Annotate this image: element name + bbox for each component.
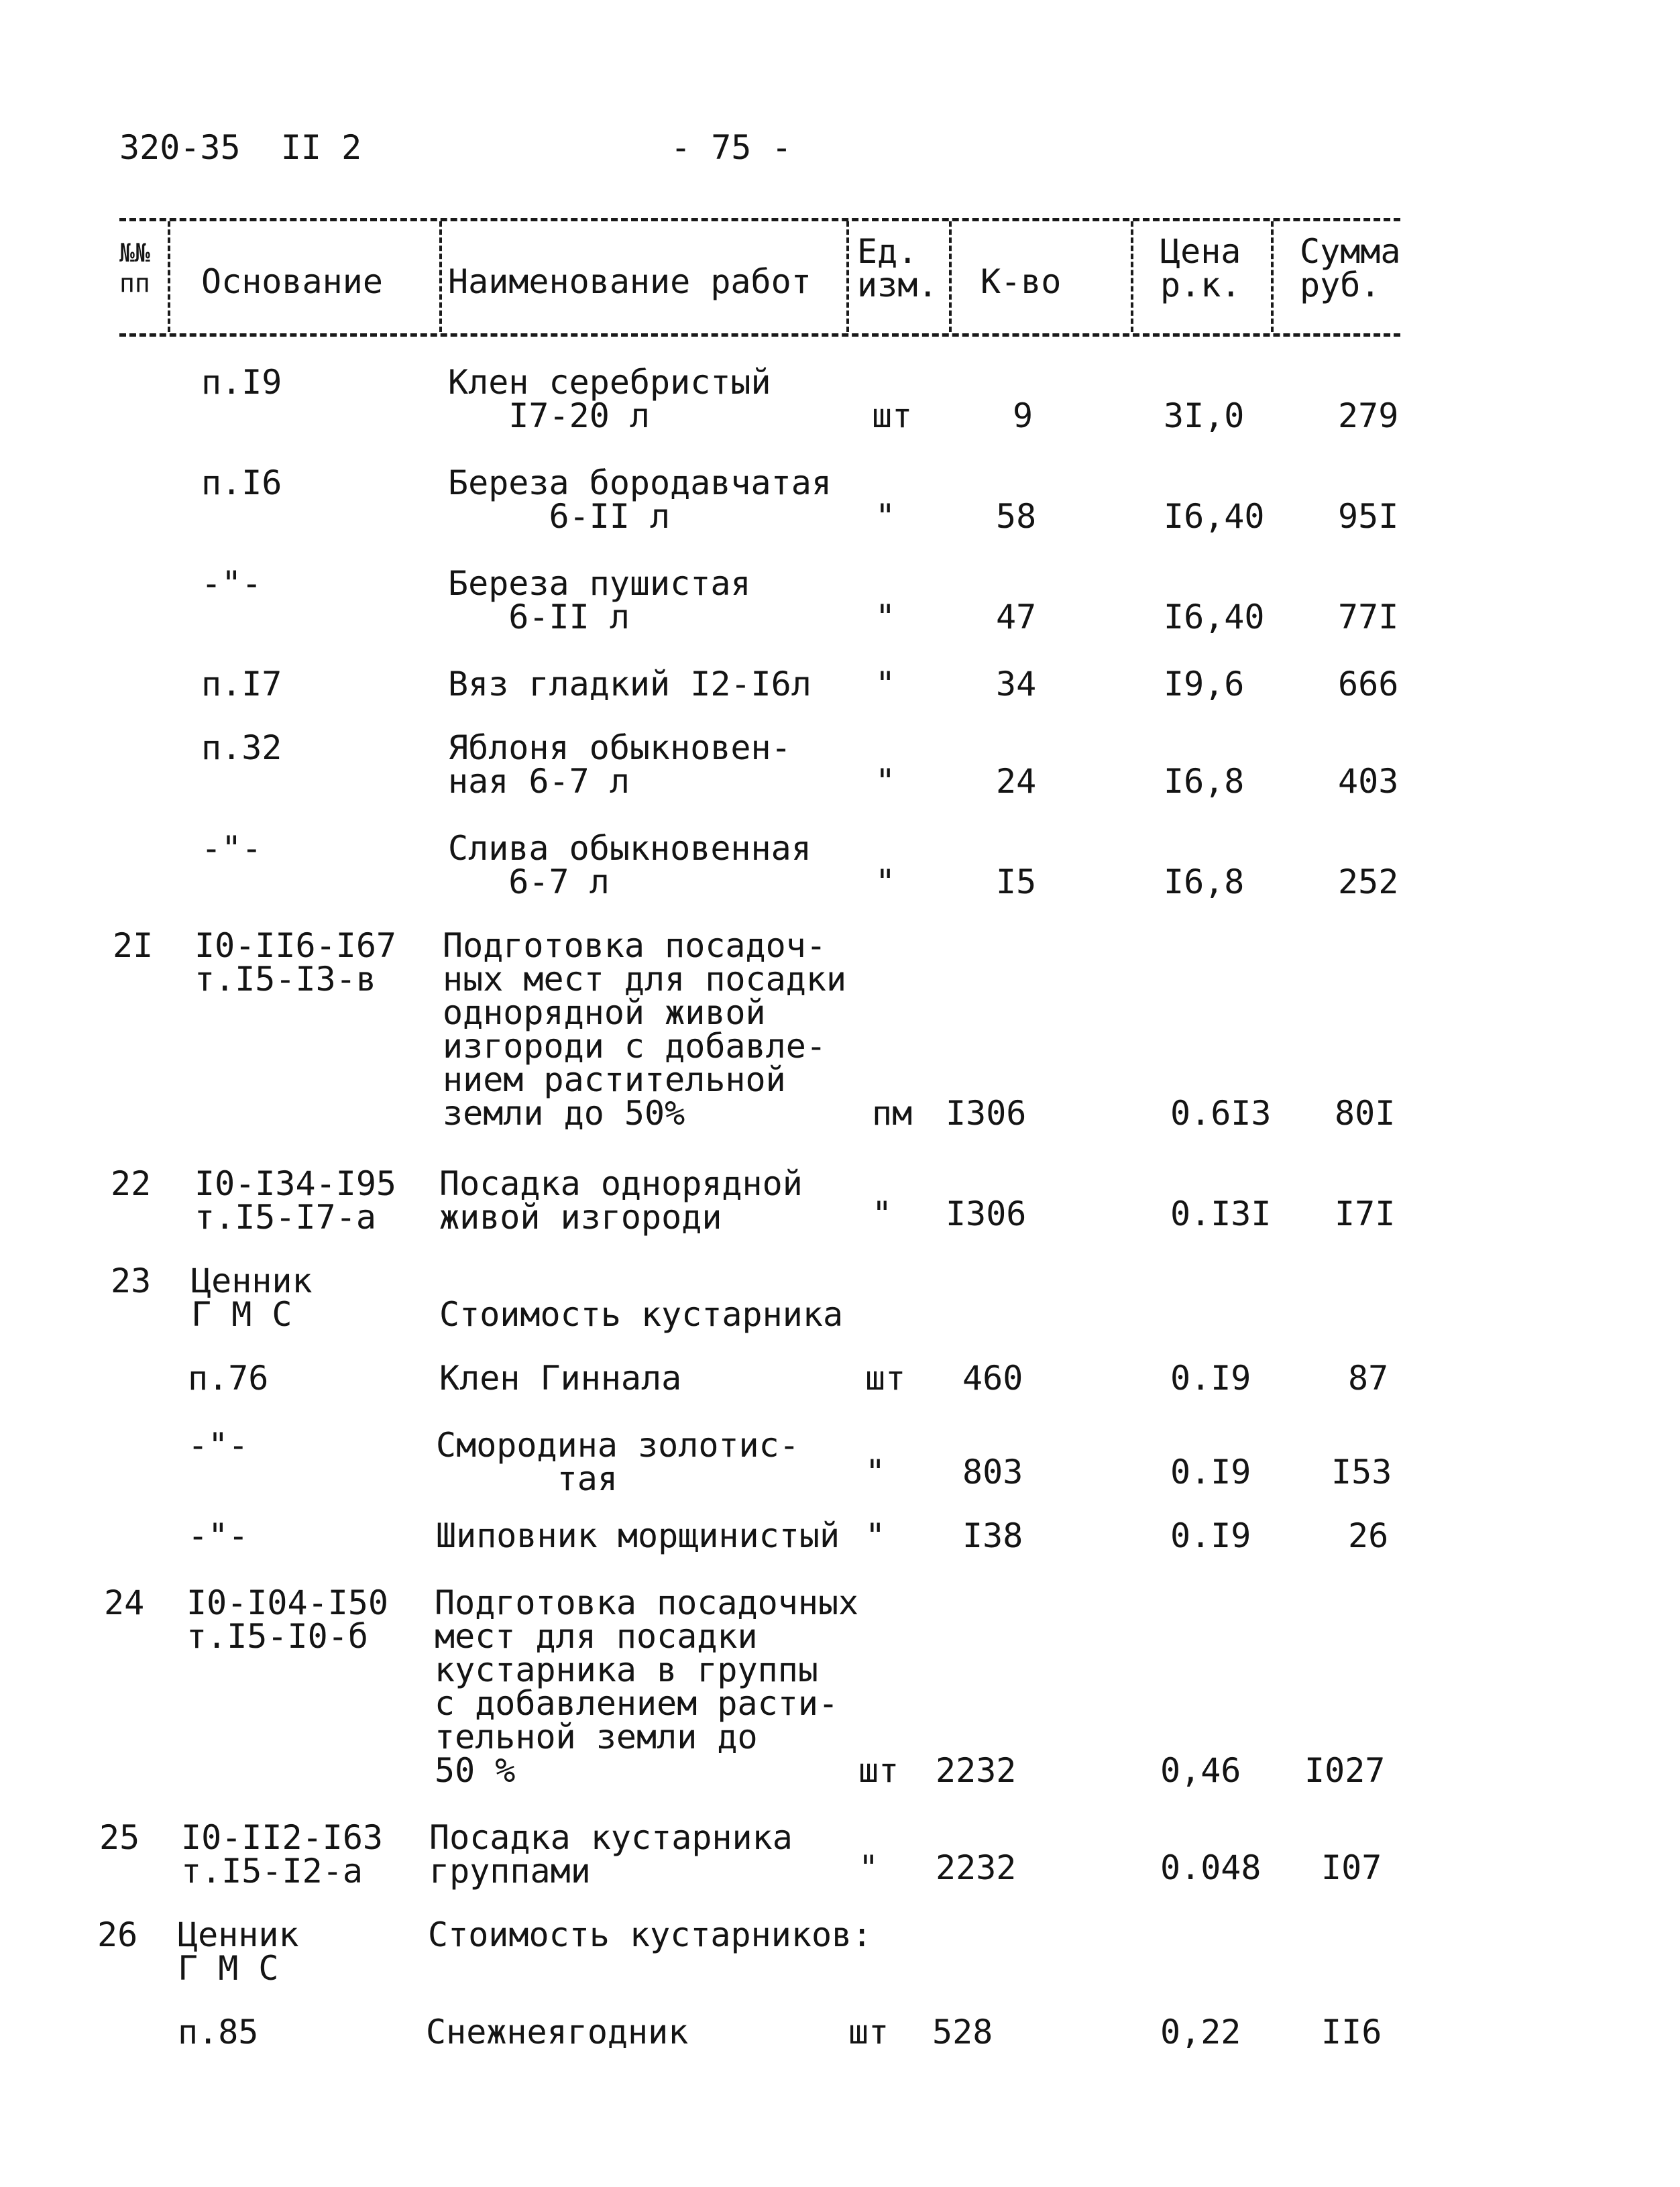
row-unit: " [875, 762, 896, 801]
row-sum: 252 [1338, 862, 1399, 901]
row-qty: 2232 [936, 1751, 1017, 1790]
document-code: 320-35 II 2 [119, 128, 362, 167]
row-price: I6,40 [1164, 497, 1265, 536]
row-sum: II6 [1321, 2013, 1382, 2052]
row-unit: шт [858, 1751, 899, 1790]
row-sum: 26 [1348, 1516, 1389, 1555]
row-qty: 24 [996, 762, 1037, 801]
row-qty: 803 [962, 1453, 1023, 1492]
row-basis: Ценник Г М С [178, 1915, 299, 1988]
row-basis: Ценник Г М С [191, 1261, 313, 1334]
row-sum: 87 [1348, 1359, 1389, 1398]
row-unit: шт [865, 1359, 906, 1398]
row-price: 0.I9 [1170, 1516, 1251, 1555]
row-name: Стоимость кустарников: [428, 1915, 873, 1954]
row-basis: п.I7 [201, 665, 282, 704]
row-name: Яблоня обыкновен- ная 6-7 л [448, 728, 791, 801]
row-name: Посадка кустарника группами [429, 1818, 793, 1891]
row-basis: п.76 [188, 1359, 269, 1398]
row-num: 25 [99, 1818, 140, 1857]
row-basis: п.32 [201, 728, 282, 767]
row-sum: 77I [1338, 598, 1399, 636]
row-sum: I7I [1335, 1194, 1396, 1233]
row-basis: п.I6 [201, 463, 282, 502]
row-sum: 95I [1338, 497, 1399, 536]
header-sum: Сумма руб. [1300, 232, 1401, 304]
row-name: Подготовка посадоч- ных мест для посадки однорядной живой изгороди с добавле- нием растительной земли до 50% [443, 926, 847, 1133]
row-qty: I306 [946, 1094, 1027, 1133]
row-basis: -"- [201, 564, 262, 603]
row-price: I6,8 [1164, 762, 1245, 801]
row-qty: I306 [946, 1194, 1027, 1233]
row-price: I6,8 [1164, 862, 1245, 901]
row-unit: " [865, 1516, 886, 1555]
row-basis: I0-I04-I50 т.I5-I0-б [186, 1583, 389, 1656]
row-price: 0,46 [1160, 1751, 1241, 1790]
row-price: 3I,0 [1164, 396, 1245, 435]
row-unit: пм [872, 1094, 913, 1133]
column-divider [1131, 221, 1133, 332]
row-basis: -"- [188, 1426, 249, 1465]
row-basis: п.85 [178, 2013, 259, 2052]
row-qty: 58 [996, 497, 1037, 536]
row-basis: -"- [188, 1516, 249, 1555]
row-name: Шиповник морщинистый [436, 1516, 840, 1555]
row-sum: I53 [1331, 1453, 1392, 1492]
row-qty: 34 [996, 665, 1037, 704]
row-num: 22 [111, 1164, 152, 1203]
row-qty: 2232 [936, 1848, 1017, 1887]
row-sum: I027 [1304, 1751, 1386, 1790]
row-basis: -"- [201, 829, 262, 868]
column-divider [1271, 221, 1274, 332]
row-sum: I07 [1321, 1848, 1382, 1887]
row-name: Клен серебристый I7-20 л [448, 363, 771, 435]
header-name: Наименование работ [448, 262, 811, 301]
column-divider [439, 221, 442, 332]
header-num: №№ пп [119, 238, 150, 298]
row-name: Подготовка посадочных мест для посадки кустарника в группы с добавлением расти- тельной земли до 50 % [435, 1583, 859, 1790]
header-basis: Основание [201, 262, 383, 301]
page-number: - 75 - [671, 128, 792, 167]
row-price: I9,6 [1164, 665, 1245, 704]
row-price: 0.I3I [1170, 1194, 1272, 1233]
row-unit: " [875, 862, 896, 901]
row-num: 26 [97, 1915, 138, 1954]
row-name: Посадка однорядной живой изгороди [439, 1164, 803, 1237]
row-name: Стоимость кустарника [439, 1295, 844, 1334]
row-qty: I5 [996, 862, 1037, 901]
row-unit: " [875, 497, 896, 536]
row-qty: 9 [1013, 396, 1033, 435]
row-unit: " [858, 1848, 879, 1887]
row-name: Снежнеягодник [426, 2013, 689, 2052]
row-price: 0.I9 [1170, 1359, 1251, 1398]
row-qty: 47 [996, 598, 1037, 636]
table-header-top-rule [119, 218, 1400, 221]
row-qty: I38 [962, 1516, 1023, 1555]
row-name: Слива обыкновенная 6-7 л [448, 829, 811, 901]
column-divider [168, 221, 170, 332]
row-qty: 460 [962, 1359, 1023, 1398]
column-divider [846, 221, 849, 332]
row-sum: 279 [1338, 396, 1399, 435]
row-basis: I0-II2-I63 т.I5-I2-а [181, 1818, 384, 1891]
row-basis: I0-II6-I67 т.I5-I3-в [194, 926, 397, 999]
row-basis: п.I9 [201, 363, 282, 402]
row-unit: шт [848, 2013, 889, 2052]
header-unit: Ед. изм. [857, 232, 938, 304]
header-qty: К-во [981, 262, 1062, 301]
row-unit: " [875, 665, 896, 704]
row-unit: " [872, 1194, 893, 1233]
row-price: 0.048 [1160, 1848, 1262, 1887]
row-num: 2I [113, 926, 154, 965]
column-divider [949, 221, 952, 332]
row-name: Береза бородавчатая 6-II л [448, 463, 832, 536]
table-header-bottom-rule [119, 333, 1400, 337]
row-sum: 666 [1338, 665, 1399, 704]
row-unit: " [875, 598, 896, 636]
header-price: Цена р.к. [1160, 232, 1241, 304]
row-price: 0,22 [1160, 2013, 1241, 2052]
row-unit: шт [872, 396, 913, 435]
row-num: 24 [104, 1583, 145, 1622]
row-price: I6,40 [1164, 598, 1265, 636]
row-price: 0.6I3 [1170, 1094, 1272, 1133]
row-price: 0.I9 [1170, 1453, 1251, 1492]
row-qty: 528 [932, 2013, 993, 2052]
row-num: 23 [111, 1261, 152, 1300]
row-sum: 80I [1335, 1094, 1396, 1133]
row-name: Береза пушистая 6-II л [448, 564, 751, 636]
row-basis: I0-I34-I95 т.I5-I7-а [194, 1164, 397, 1237]
row-name: Смородина золотис- тая [436, 1426, 799, 1498]
row-name: Клен Гиннала [439, 1359, 682, 1398]
row-sum: 403 [1338, 762, 1399, 801]
row-name: Вяз гладкий I2-I6л [448, 665, 811, 704]
row-unit: " [865, 1453, 886, 1492]
